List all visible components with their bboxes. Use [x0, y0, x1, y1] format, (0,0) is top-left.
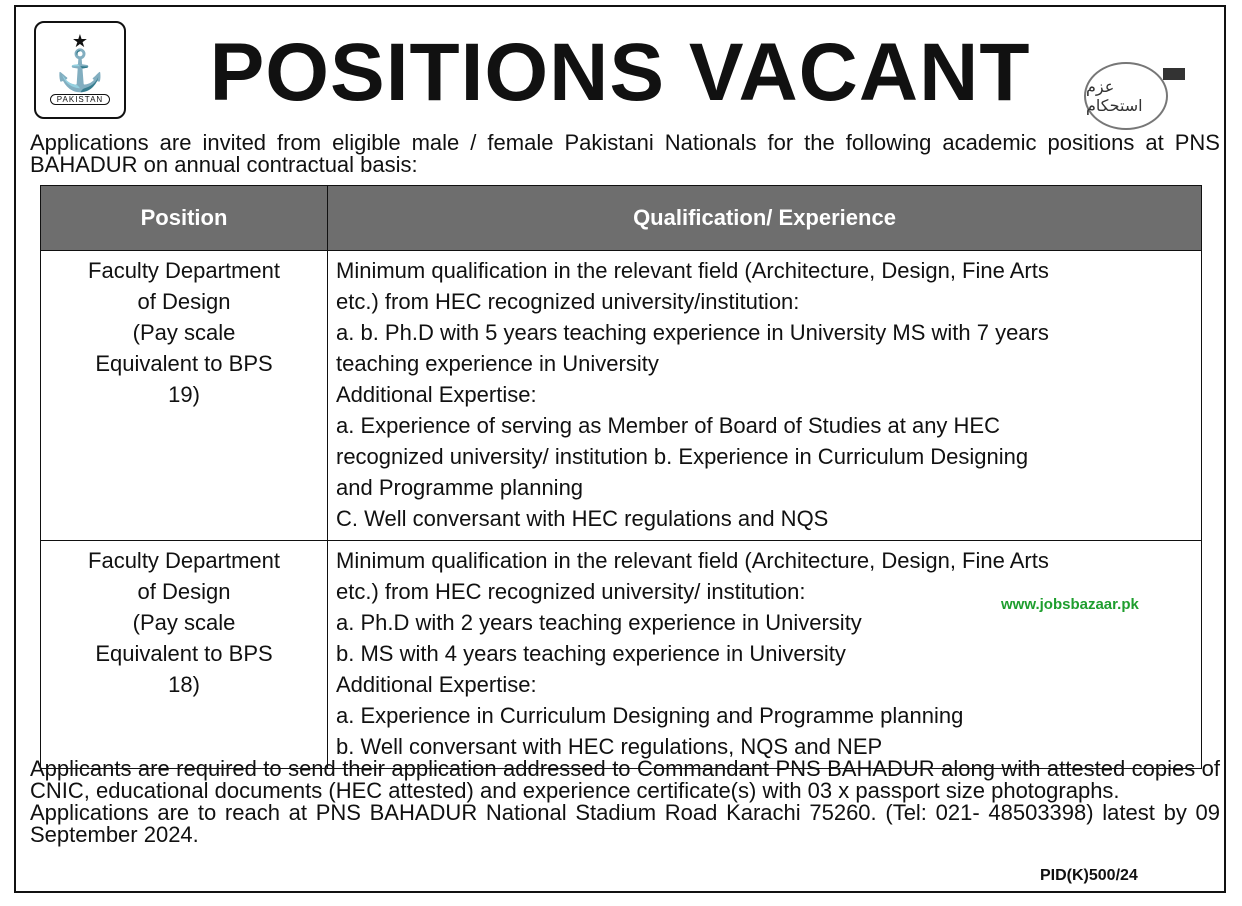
column-header-position: Position	[41, 186, 328, 251]
position-line: (Pay scale	[132, 610, 236, 635]
qualification-line: etc.) from HEC recognized university/institution:	[336, 289, 800, 314]
qualification-line: teaching experience in University	[336, 351, 659, 376]
qualification-cell	[328, 251, 1202, 541]
position-line: Faculty Department	[88, 258, 280, 283]
qualification-line: a. Ph.D with 2 years teaching experience in University	[336, 610, 862, 635]
qualification-line: recognized university/ institution b. Experience in Curriculum Designing	[336, 444, 1029, 469]
page-title: POSITIONS VACANT	[209, 27, 1031, 118]
qualification-line: Minimum qualification in the relevant field (Architecture, Design, Fine Arts	[336, 258, 1049, 283]
qualification-line: etc.) from HEC recognized university/ institution:	[336, 579, 806, 604]
flag-icon	[1163, 68, 1185, 80]
position-line: (Pay scale	[132, 320, 236, 345]
table-row	[41, 251, 1202, 541]
position-line: 19)	[168, 382, 200, 407]
qualification-line: Additional Expertise:	[336, 672, 537, 697]
position-line: Equivalent to BPS	[95, 641, 273, 666]
anchor-icon: ⚓	[55, 48, 105, 93]
qualification-cell	[328, 541, 1202, 769]
position-line: Faculty Department	[88, 548, 280, 573]
position-cell	[41, 251, 328, 541]
position-line: of Design	[137, 579, 231, 604]
positions-table	[40, 185, 1202, 769]
table-header-row	[41, 186, 1202, 251]
intro-text: Applications are invited from eligible male / female Pakistani Nationals for the following academic positions at PNS BAHADUR on annual contractual basis:	[30, 130, 1220, 177]
footer-text	[30, 758, 1220, 846]
column-header-qualification: Qualification/ Experience	[328, 186, 1202, 251]
star-icon: ★	[71, 30, 89, 51]
position-line: 18)	[168, 672, 200, 697]
position-line: of Design	[137, 289, 231, 314]
qualification-line: b. MS with 4 years teaching experience in University	[336, 641, 846, 666]
qualification-line: a. b. Ph.D with 5 years teaching experience in University MS with 7 years	[336, 320, 1049, 345]
pid-number: PID(K)500/24	[1040, 867, 1138, 884]
qualification-line: a. Experience of serving as Member of Board of Studies at any HEC	[336, 413, 1000, 438]
submission-details: Applications are to reach at PNS BAHADUR National Stadium Road Karachi 75260. (Tel: 021- 48503398) latest by 09 September 2024.	[30, 800, 1220, 847]
qualification-line: C. Well conversant with HEC regulations and NQS	[336, 506, 829, 531]
qualification-line: a. Experience in Curriculum Designing and Programme planning	[336, 703, 964, 728]
position-cell	[41, 541, 328, 769]
qualification-line: Minimum qualification in the relevant field (Architecture, Design, Fine Arts	[336, 548, 1049, 573]
logo-caption: PAKISTAN	[50, 94, 110, 105]
table-row	[41, 541, 1202, 769]
watermark-link[interactable]: www.jobsbazaar.pk	[1001, 596, 1139, 613]
qualification-line: Additional Expertise:	[336, 382, 537, 407]
qualification-line: b. Well conversant with HEC regulations, NQS and NEP	[336, 734, 883, 759]
application-instructions: Applicants are required to send their application addressed to Commandant PNS BAHADUR along with attested copies of CNIC, educational documents (HEC attested) and experience certificate(s) with 03 x passport size photographs.	[30, 756, 1220, 803]
navy-crest-logo	[34, 21, 126, 119]
qualification-line: and Programme planning	[336, 475, 584, 500]
position-line: Equivalent to BPS	[95, 351, 273, 376]
azm-e-istehkam-emblem-icon: عزم استحکام	[1084, 62, 1168, 130]
